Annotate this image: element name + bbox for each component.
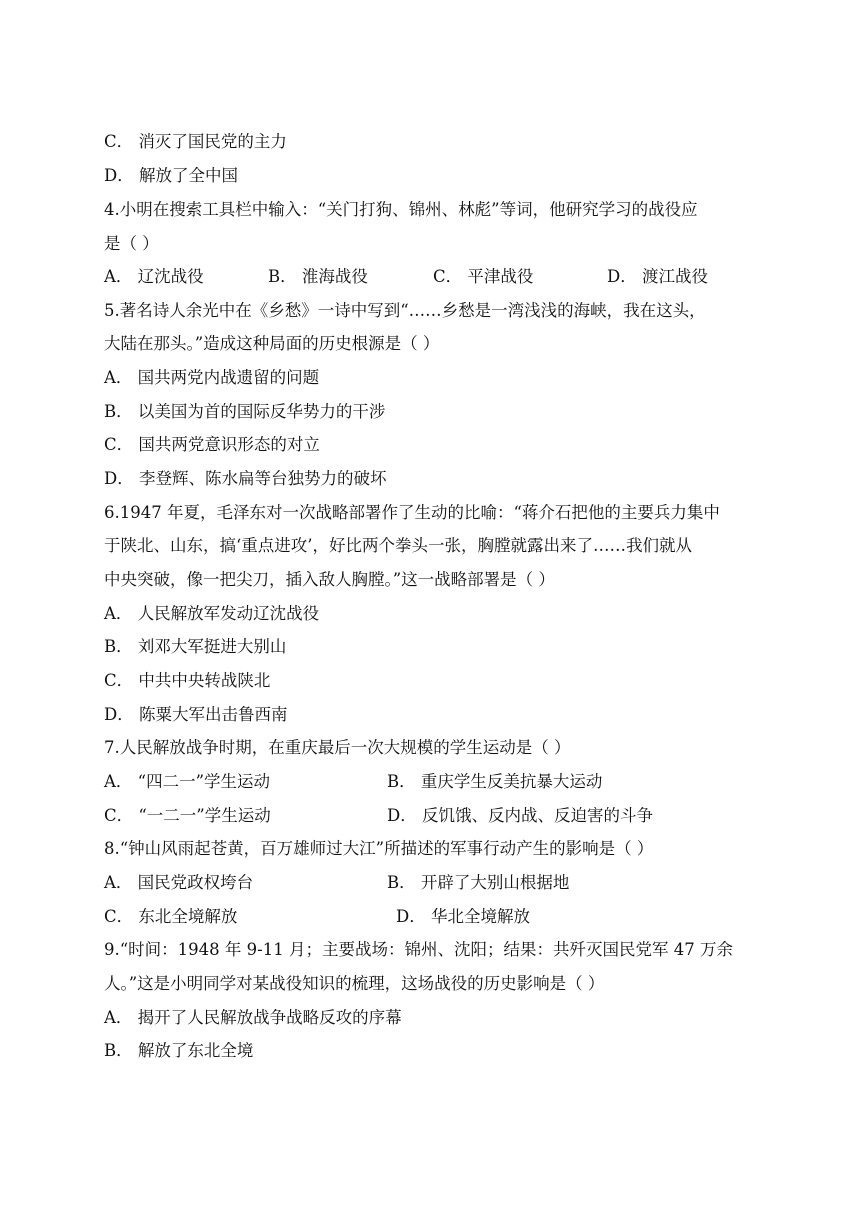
q7-options-row-1	[104, 771, 764, 793]
q4-stem-line-2: 是（ ）	[104, 234, 159, 253]
q6-option-c: C． 中共中央转战陕北	[104, 671, 271, 690]
q8-options-row-1	[104, 872, 764, 894]
q4-option-c: C． 平津战役	[433, 267, 534, 286]
q3-option-d: D． 解放了全中国	[104, 166, 238, 185]
q5-option-b: B． 以美国为首的国际反华势力的干涉	[104, 402, 386, 421]
q8-options-row-2	[104, 906, 764, 928]
q9-option-a: A． 揭开了人民解放战争战略反攻的序幕	[104, 1008, 402, 1027]
q6-option-b: B． 刘邓大军挺进大别山	[104, 637, 287, 656]
q7-option-b: B． 重庆学生反美抗暴大运动	[387, 772, 603, 791]
q6-option-a: A． 人民解放军发动辽沈战役	[104, 604, 320, 623]
q8-option-c: C． 东北全境解放	[104, 907, 238, 926]
q3-option-c: C． 消灭了国民党的主力	[104, 132, 287, 151]
q5-option-c: C． 国共两党意识形态的对立	[104, 435, 320, 454]
q9-stem-line-1: 9.“时间：1948 年 9-11 月；主要战场：锦州、沈阳；结果：共歼灭国民党军 47 万余	[104, 940, 733, 959]
q8-option-a: A． 国民党政权垮台	[104, 873, 254, 892]
q6-stem-line-2: 于陕北、山东，搞‘重点进攻’，好比两个拳头一张，胸膛就露出来了……我们就从	[104, 536, 692, 555]
q5-stem-line-2: 大陆在那头。”造成这种局面的历史根源是（ ）	[104, 334, 440, 353]
q4-options-row	[104, 266, 764, 288]
q5-stem-line-1: 5.著名诗人余光中在《乡愁》一诗中写到“……乡愁是一湾浅浅的海峡，我在这头，	[104, 301, 706, 320]
q6-stem-line-1: 6.1947 年夏，毛泽东对一次战略部署作了生动的比喻：“蒋介石把他的主要兵力集中	[104, 503, 720, 522]
q9-option-b: B． 解放了东北全境	[104, 1041, 254, 1060]
q6-stem-line-3: 中央突破，像一把尖刀，插入敌人胸膛。”这一战略部署是（ ）	[104, 570, 555, 589]
q8-option-b: B． 开辟了大别山根据地	[387, 873, 570, 892]
q8-option-d: D． 华北全境解放	[396, 907, 530, 926]
q9-stem-line-2: 人。”这是小明同学对某战役知识的梳理，这场战役的历史影响是（ ）	[104, 974, 605, 993]
q4-option-a: A． 辽沈战役	[104, 267, 204, 286]
q5-option-a: A． 国共两党内战遗留的问题	[104, 368, 320, 387]
q4-option-b: B． 淮海战役	[268, 267, 368, 286]
q7-option-d: D． 反饥饿、反内战、反迫害的斗争	[387, 806, 653, 825]
q7-option-a: A． “四二一”学生运动	[104, 772, 271, 791]
q5-option-d: D． 李登辉、陈水扁等台独势力的破坏	[104, 469, 387, 488]
q4-stem-line-1: 4.小明在搜索工具栏中输入：“关门打狗、锦州、林彪”等词，他研究学习的战役应	[104, 200, 698, 219]
q4-option-d: D． 渡江战役	[607, 267, 708, 286]
q6-option-d: D． 陈粟大军出击鲁西南	[104, 705, 288, 724]
q7-options-row-2	[104, 805, 764, 827]
q8-stem-line-1: 8.“钟山风雨起苍黄，百万雄师过大江”所描述的军事行动产生的影响是（ ）	[104, 839, 654, 858]
q7-stem-line-1: 7.人民解放战争时期，在重庆最后一次大规模的学生运动是（ ）	[104, 738, 571, 757]
q7-option-c: C． “一二一”学生运动	[104, 806, 271, 825]
